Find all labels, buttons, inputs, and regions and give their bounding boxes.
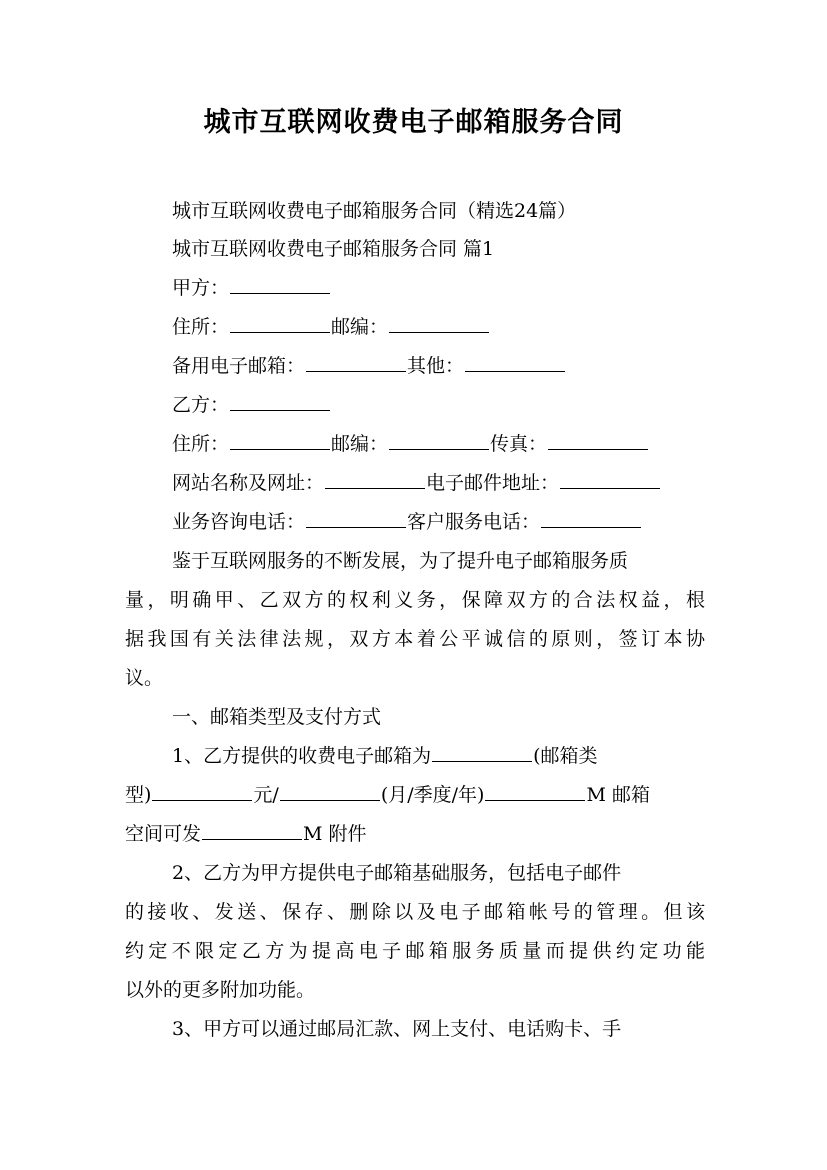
clause1-line [172,737,712,775]
clause1-text: (月/季度/年) [380,784,485,806]
consult-phone-blank [306,526,406,528]
preamble-line: 据我国有关法律法规，双方本着公平诚信的原则，签订本协 [125,628,705,650]
party-a-address-label: 住所： [172,316,230,338]
price-blank [152,799,252,801]
clause1-text: 型) [125,784,152,806]
party-a-blank [230,292,330,294]
clause2-line: 的接收、发送、保存、删除以及电子邮箱帐号的管理。但该 [125,901,705,923]
subtitle: 城市互联网收费电子邮箱服务合同（精选24篇） [172,200,577,222]
party-b-postcode-label: 邮编： [331,433,389,455]
party-b-blank [230,409,330,411]
email-address-blank [560,487,660,489]
party-b-phone-line [172,503,712,541]
backup-email-blank [306,370,406,372]
clause1-text: M 附件 [303,823,367,845]
party-a-line [172,269,712,307]
party-b-label: 乙方： [172,394,230,416]
section-label: 城市互联网收费电子邮箱服务合同 篇1 [172,238,495,260]
other-blank [465,370,565,372]
section-heading: 一、邮箱类型及支付方式 [172,706,382,728]
party-a-address-blank [230,331,330,333]
party-b-address-line [172,425,712,463]
clause1-text: M 邮箱 [586,784,650,806]
clause2-line: 2、乙方为甲方提供电子邮箱基础服务，包括电子邮件 [172,862,622,884]
party-a-email-line [172,347,712,385]
service-phone-label: 客户服务电话： [407,511,541,533]
clause2-line: 以外的更多附加功能。 [125,979,316,1001]
email-address-label: 电子邮件地址： [426,472,560,494]
party-a-address-line [172,308,712,346]
service-phone-blank [541,526,641,528]
clause1-text: 元/ [253,784,279,806]
clause1-text: 空间可发 [125,823,202,845]
party-a-label: 甲方： [172,277,230,299]
clause3-line: 3、甲方可以通过邮局汇款、网上支付、电话购卡、手 [172,1018,622,1040]
party-b-line [172,386,712,424]
mailbox-type-blank [432,760,532,762]
clause1-line [125,776,705,814]
party-b-fax-label: 传真： [490,433,548,455]
preamble-line: 量，明确甲、乙双方的权利义务，保障双方的合法权益，根 [125,589,705,611]
consult-phone-label: 业务咨询电话： [172,511,306,533]
party-a-postcode-label: 邮编： [331,316,389,338]
party-b-address-blank [230,448,330,450]
clause2-line: 约定不限定乙方为提高电子邮箱服务质量而提供约定功能 [125,940,705,962]
site-label: 网站名称及网址： [172,472,325,494]
clause1-text: (邮箱类 [533,745,598,767]
party-a-postcode-blank [389,331,489,333]
other-label: 其他： [407,355,465,377]
space-blank [485,799,585,801]
party-b-fax-blank [548,448,648,450]
preamble-line: 鉴于互联网服务的不断发展，为了提升电子邮箱服务质 [172,550,629,572]
document-title: 城市互联网收费电子邮箱服务合同 [203,107,624,138]
preamble-line: 议。 [125,667,164,689]
clause1-line [125,815,705,853]
party-b-site-line [172,464,712,502]
backup-email-label: 备用电子邮箱： [172,355,306,377]
party-b-postcode-blank [389,448,489,450]
period-blank [280,799,380,801]
site-blank [325,487,425,489]
clause1-text: 1、乙方提供的收费电子邮箱为 [172,745,432,767]
party-b-address-label: 住所： [172,433,230,455]
attachment-blank [202,838,302,840]
